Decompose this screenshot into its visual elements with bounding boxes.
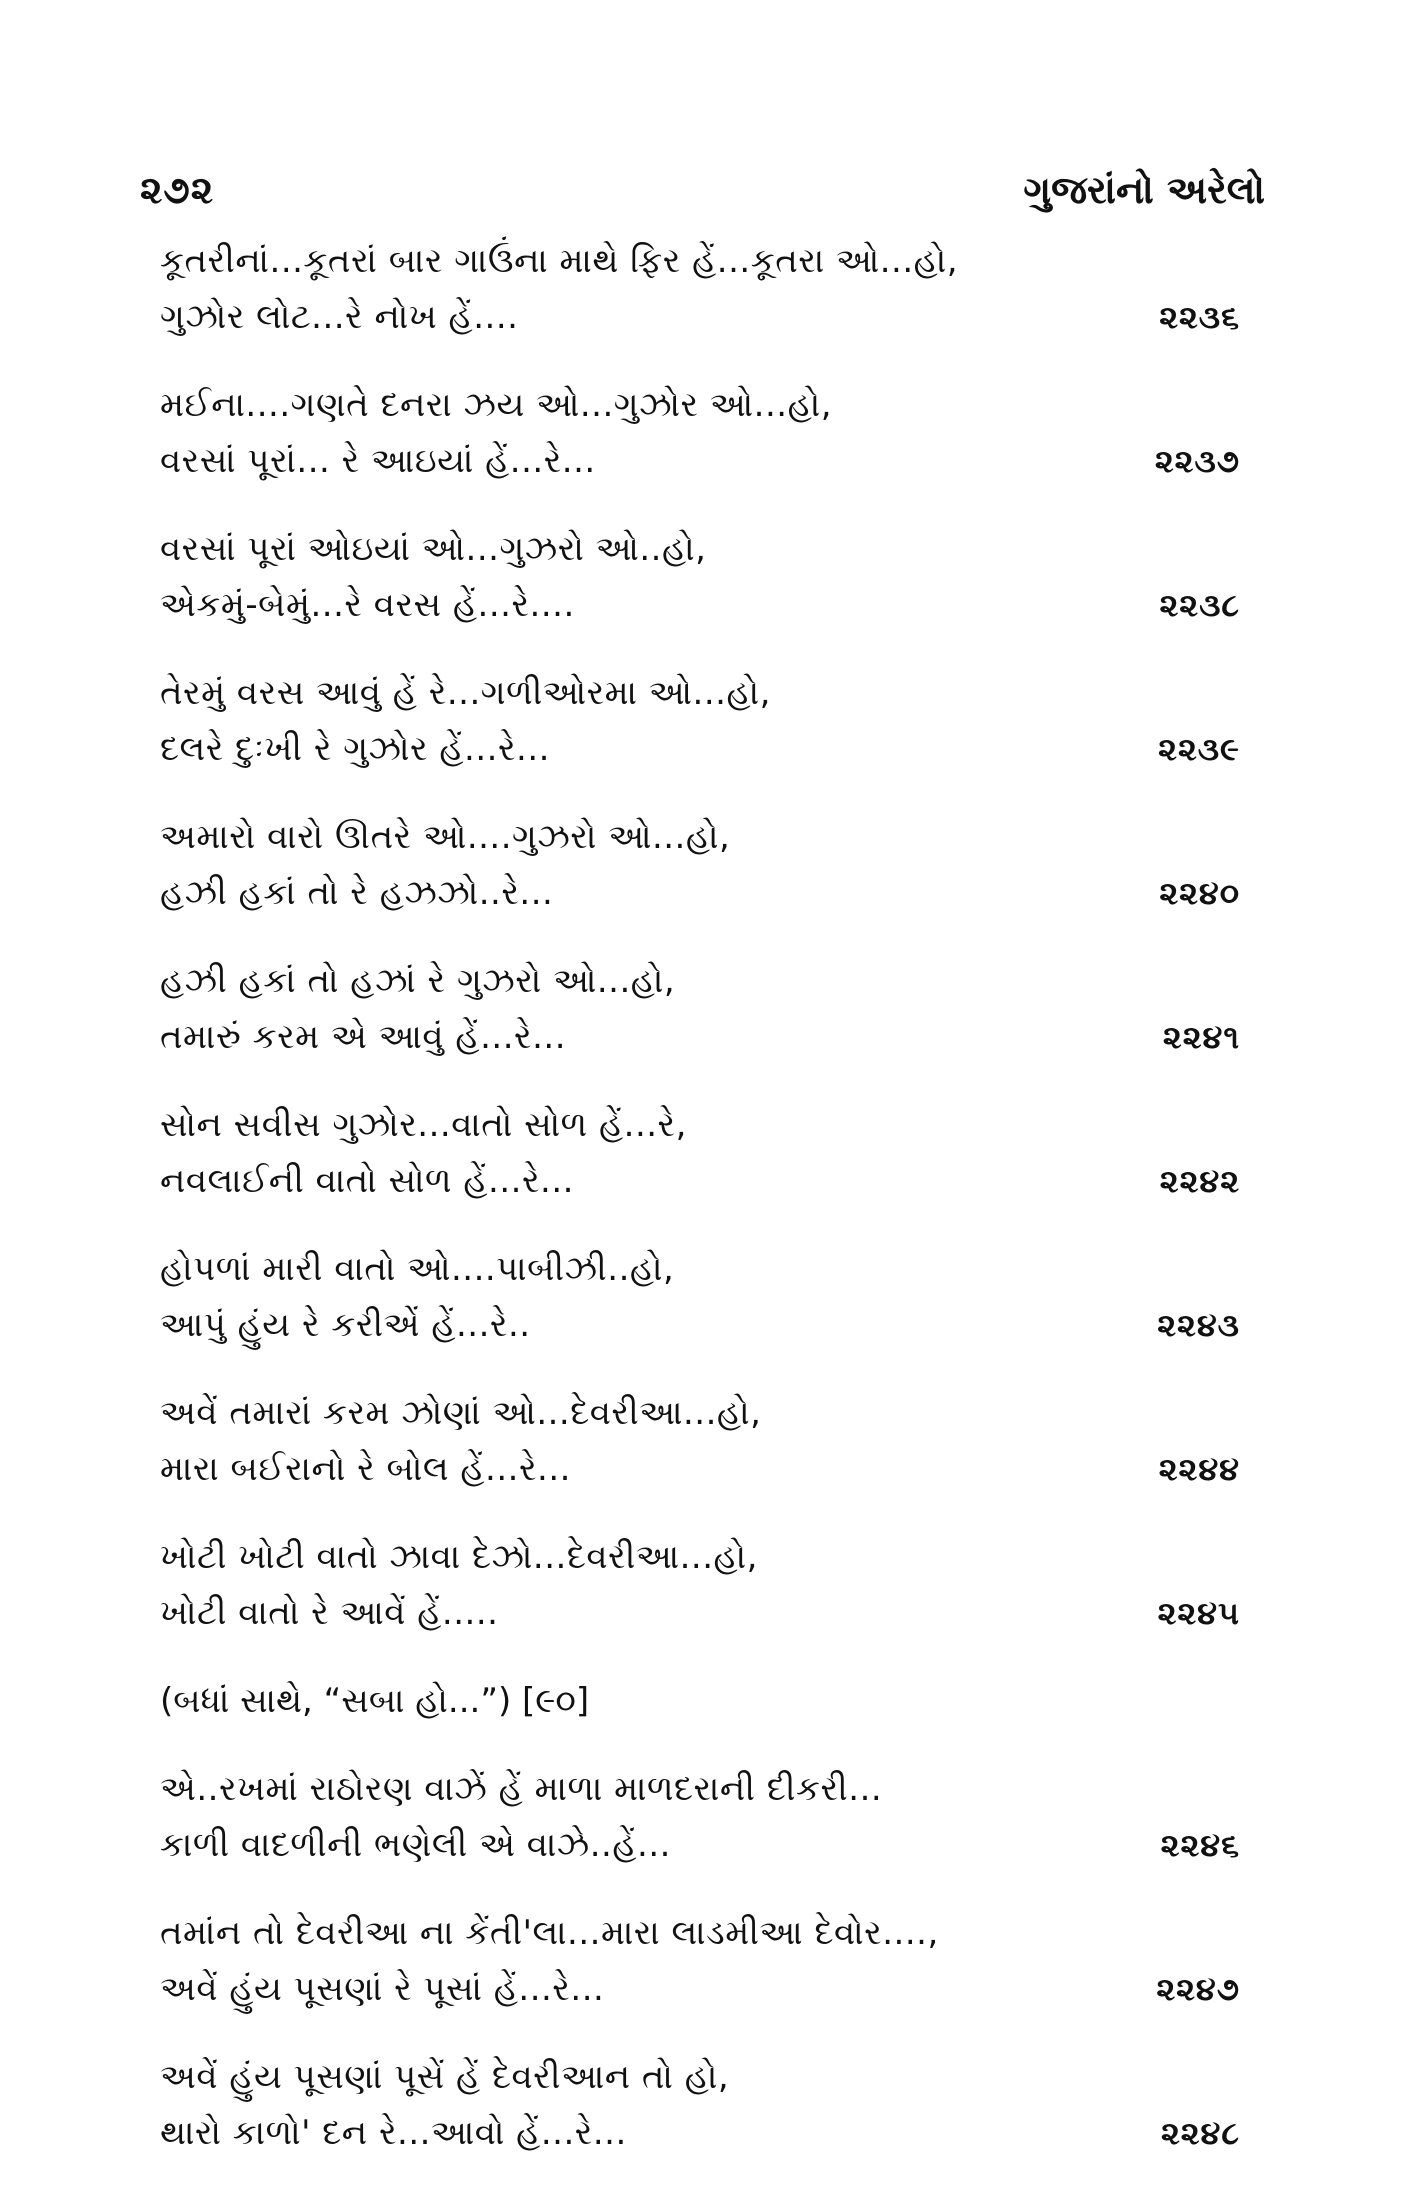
verse-number: ૨૨૪૭ xyxy=(1156,1970,1240,2008)
verse-line: તમારું કરમ એ આવું હેં...રે... xyxy=(160,1017,567,1057)
verse-line: નવલાઈની વાતો સોળ હેં...રે... xyxy=(160,1161,574,1201)
verse-line: મઈના....ગણતે દનરા ઝય ઓ...ગુઝોર ઓ...હો, xyxy=(160,385,833,425)
verse-number: ૨૨૪૮ xyxy=(1160,2114,1240,2152)
verse-line: કૂતરીનાં...કૂતરાં બાર ગાઉંના માથે ફિર હેં...કૂતરા ઓ...હો, xyxy=(160,241,959,281)
stanza xyxy=(160,670,1240,772)
verse-line: ખોટી ખોટી વાતો ઝાવા દેઝો...દેવરીઆ...હો, xyxy=(160,1537,758,1577)
verse-line: દલરે દુઃખી રે ગુઝોર હેં...રે... xyxy=(160,729,550,769)
stanza xyxy=(160,1910,1240,2012)
verse-line: એકમું-બેમું...રે વરસ હેં...રે.... xyxy=(160,585,575,625)
verse-line: મારા બઈરાનો રે બોલ હેં...રે... xyxy=(160,1449,571,1489)
stanza xyxy=(160,382,1240,484)
stanza xyxy=(160,1534,1240,1636)
stanza xyxy=(160,1102,1240,1204)
verse-number: ૨૨૩૮ xyxy=(1159,586,1240,624)
verse-line: તેરમું વરસ આવું હેં રે...ગળીઓરમા ઓ...હો, xyxy=(160,673,771,713)
verse-line: કાળી વાદળીની ભણેલી એ વાઝે..હેં... xyxy=(160,1825,671,1865)
stanza xyxy=(160,1390,1240,1492)
verse-number: ૨૨૪૧ xyxy=(1162,1018,1240,1056)
verse-line: અમારો વારો ઊતરે ઓ....ગુઝરો ઓ...હો, xyxy=(160,817,731,857)
verse-line: થારો કાળો' દન રે...આવો હેં...રે... xyxy=(160,2113,627,2153)
chorus-note: (બધાં સાથે, “સબા હો...”) [૯૦] xyxy=(160,1681,590,1721)
stanza xyxy=(160,814,1240,916)
verse-line: હઝી હકાં તો રે હઝઝો..રે... xyxy=(160,873,554,913)
verse-line: સોન સવીસ ગુઝોર...વાતો સોળ હેં...રે, xyxy=(160,1105,687,1145)
verse-line: ગુઝોર લોટ...રે નોખ હેં.... xyxy=(160,297,519,337)
verse-line: આપું હુંય રે કરીએં હેં...રે.. xyxy=(160,1305,531,1345)
page-number: ૨૭૨ xyxy=(140,167,215,212)
verse-line: અવેં હુંય પૂસણાં પૂસેં હેં દેવરીઆન તો હો, xyxy=(160,2057,730,2097)
stanza xyxy=(160,958,1240,1060)
verse-line: વરસાં પૂરાં ઓઇયાં ઓ...ગુઝરો ઓ..હો, xyxy=(160,529,707,569)
verse-number: ૨૨૩૭ xyxy=(1154,442,1240,480)
verse-number: ૨૨૪૦ xyxy=(1159,874,1240,912)
page-header xyxy=(140,160,1265,220)
verse-line: ખોટી વાતો રે આવેં હેં..... xyxy=(160,1593,499,1633)
stanza xyxy=(160,1766,1240,1868)
stanza xyxy=(160,2054,1240,2156)
verse-number: ૨૨૩૬ xyxy=(1159,298,1240,336)
running-title: ગુજરાંનો અરેલો xyxy=(1023,167,1265,212)
stanza xyxy=(160,526,1240,628)
verse-line: વરસાં પૂરાં... રે આઇયાં હેં...રે... xyxy=(160,441,596,481)
verse-content xyxy=(160,238,1240,2198)
verse-line: હોપળાં મારી વાતો ઓ....પાબીઝી..હો, xyxy=(160,1249,675,1289)
verse-number: ૨૨૪૫ xyxy=(1157,1594,1240,1632)
verse-number: ૨૨૪૩ xyxy=(1157,1306,1240,1344)
verse-line: અવેં હુંય પૂસણાં રે પૂસાં હેં...રે... xyxy=(160,1969,605,2009)
verse-number: ૨૨૪૨ xyxy=(1159,1162,1240,1200)
verse-number: ૨૨૪૪ xyxy=(1158,1450,1240,1488)
verse-line: હઝી હકાં તો હઝાં રે ગુઝરો ઓ...હો, xyxy=(160,961,676,1001)
verse-line: અવેં તમારાં કરમ ઝોણાં ઓ...દેવરીઆ...હો, xyxy=(160,1393,762,1433)
verse-line: તમાંન તો દેવરીઆ ના કેંતી'લા...મારા લાડમીઆ દેવોર...., xyxy=(160,1913,939,1953)
stanza xyxy=(160,238,1240,340)
verse-number: ૨૨૪૬ xyxy=(1160,1826,1240,1864)
stanza xyxy=(160,1246,1240,1348)
verse-line: એ..રખમાં રાઠોરણ વાઝેં હેં માળા માળદરાની દીકરી... xyxy=(160,1769,883,1809)
verse-number: ૨૨૩૯ xyxy=(1158,730,1240,768)
